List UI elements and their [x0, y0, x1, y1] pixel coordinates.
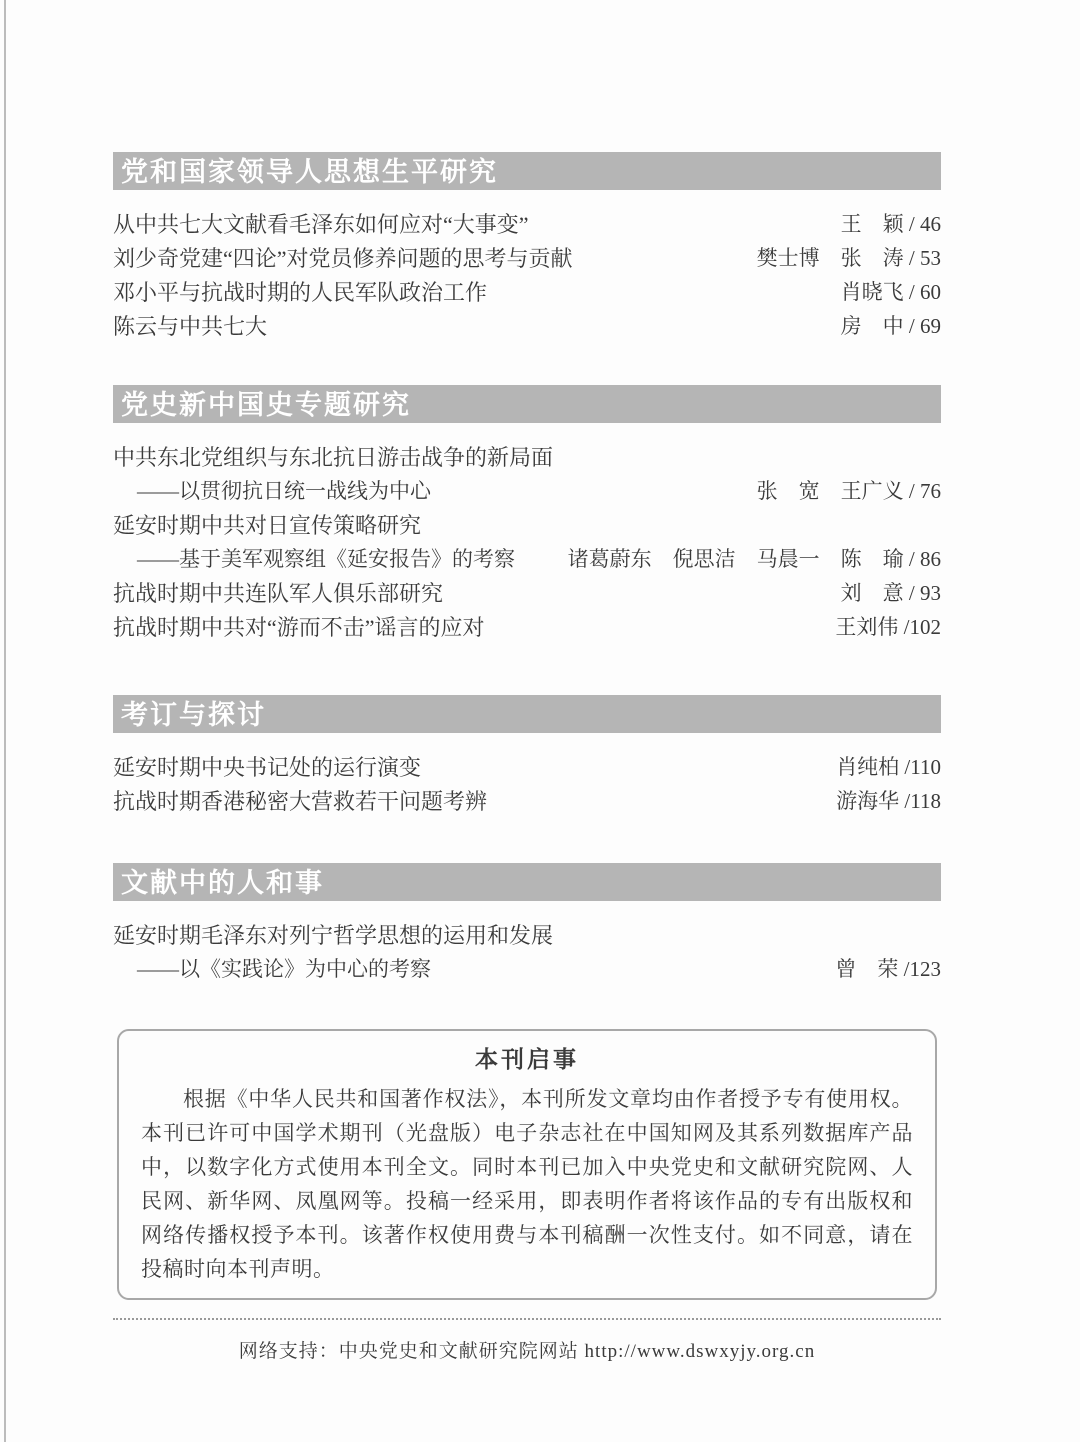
article-subtitle: ——以贯彻抗日统一战线为中心	[137, 479, 431, 503]
article-subtitle: ——基于美军观察组《延安报告》的考察	[137, 547, 515, 571]
section-header-party-history-research	[113, 385, 941, 423]
section-header-people-in-documents	[113, 863, 941, 901]
toc-row-subtitle	[113, 541, 941, 575]
toc-row	[113, 575, 941, 609]
footer-divider	[113, 1318, 941, 1320]
article-title: 从中共七大文献看毛泽东如何应对“大事变”	[113, 211, 529, 237]
article-title: 中共东北党组织与东北抗日游击战争的新局面	[113, 444, 554, 470]
article-title: 刘少奇党建“四论”对党员修养问题的思考与贡献	[113, 245, 573, 271]
article-title: 陈云与中共七大	[113, 313, 268, 339]
section-header-label: 党和国家领导人思想生平研究	[121, 157, 498, 187]
toc-row	[113, 206, 941, 240]
section-rows	[113, 423, 941, 643]
article-title: 延安时期毛泽东对列宁哲学思想的运用和发展	[113, 922, 554, 948]
section-header-label: 党史新中国史专题研究	[121, 390, 411, 420]
article-authors-page: 樊士博 张 涛 / 53	[756, 246, 941, 270]
article-title: 抗战时期香港秘密大营救若干问题考辨	[113, 788, 488, 814]
toc-row	[113, 609, 941, 643]
article-authors-page: 肖纯柏 /110	[836, 755, 941, 779]
article-title: 抗战时期中共对“游而不击”谣言的应对	[113, 614, 485, 640]
section-header-label: 考订与探讨	[121, 700, 266, 730]
article-authors-page: 王 颖 / 46	[840, 212, 941, 236]
article-authors-page: 曾 荣 /123	[835, 957, 941, 981]
toc-row	[113, 783, 941, 817]
toc-row	[113, 917, 941, 951]
article-title: 延安时期中共对日宣传策略研究	[113, 512, 422, 538]
article-authors-page: 王刘伟 /102	[835, 615, 941, 639]
article-title: 邓小平与抗战时期的人民军队政治工作	[113, 279, 488, 305]
article-authors-page: 游海华 /118	[836, 789, 941, 813]
toc-row	[113, 439, 941, 473]
toc-content	[113, 0, 941, 1363]
toc-row	[113, 240, 941, 274]
article-authors-page: 肖晓飞 / 60	[840, 280, 941, 304]
article-title: 抗战时期中共连队军人俱乐部研究	[113, 580, 444, 606]
footer-support-text: 网络支持：中央党史和文献研究院网站 http://www.dswxyjy.org.cn	[238, 1341, 816, 1362]
scan-edge-line	[4, 0, 6, 1442]
article-subtitle: ——以《实践论》为中心的考察	[137, 957, 431, 981]
section-rows	[113, 190, 941, 342]
article-title: 延安时期中央书记处的运行演变	[113, 754, 422, 780]
section-header-leaders-thought-research	[113, 152, 941, 190]
notice-title: 本刊启事	[475, 1047, 579, 1072]
toc-row	[113, 308, 941, 342]
toc-row-subtitle	[113, 473, 941, 507]
journal-notice-box	[117, 1029, 937, 1300]
article-authors-page: 诸葛蔚东 倪思洁 马晨一 陈 瑜 / 86	[567, 547, 941, 571]
section-rows	[113, 901, 941, 985]
toc-row-subtitle	[113, 951, 941, 985]
article-authors-page: 房 中 / 69	[840, 314, 941, 338]
toc-row	[113, 507, 941, 541]
notice-body: 根据《中华人民共和国著作权法》，本刊所发文章均由作者授予专有使用权。本刊已许可中国学术期刊（光盘版）电子杂志社在中国知网及其系列数据库产品中，以数字化方式使用本刊全文。同时本刊已加入中央党史和文献研究院网、人民网、新华网、凤凰网等。投稿一经采用，即表明作者将该作品的专有出版权和网络传播权授予本刊。该著作权使用费与本刊稿酬一次性支付。如不同意，请在投稿时向本刊声明。	[141, 1087, 913, 1281]
section-rows	[113, 733, 941, 817]
toc-row	[113, 274, 941, 308]
section-header-label: 文献中的人和事	[121, 868, 324, 898]
article-authors-page: 刘 意 / 93	[840, 581, 941, 605]
article-authors-page: 张 宽 王广义 / 76	[756, 479, 941, 503]
toc-row	[113, 749, 941, 783]
section-header-textual-research	[113, 695, 941, 733]
